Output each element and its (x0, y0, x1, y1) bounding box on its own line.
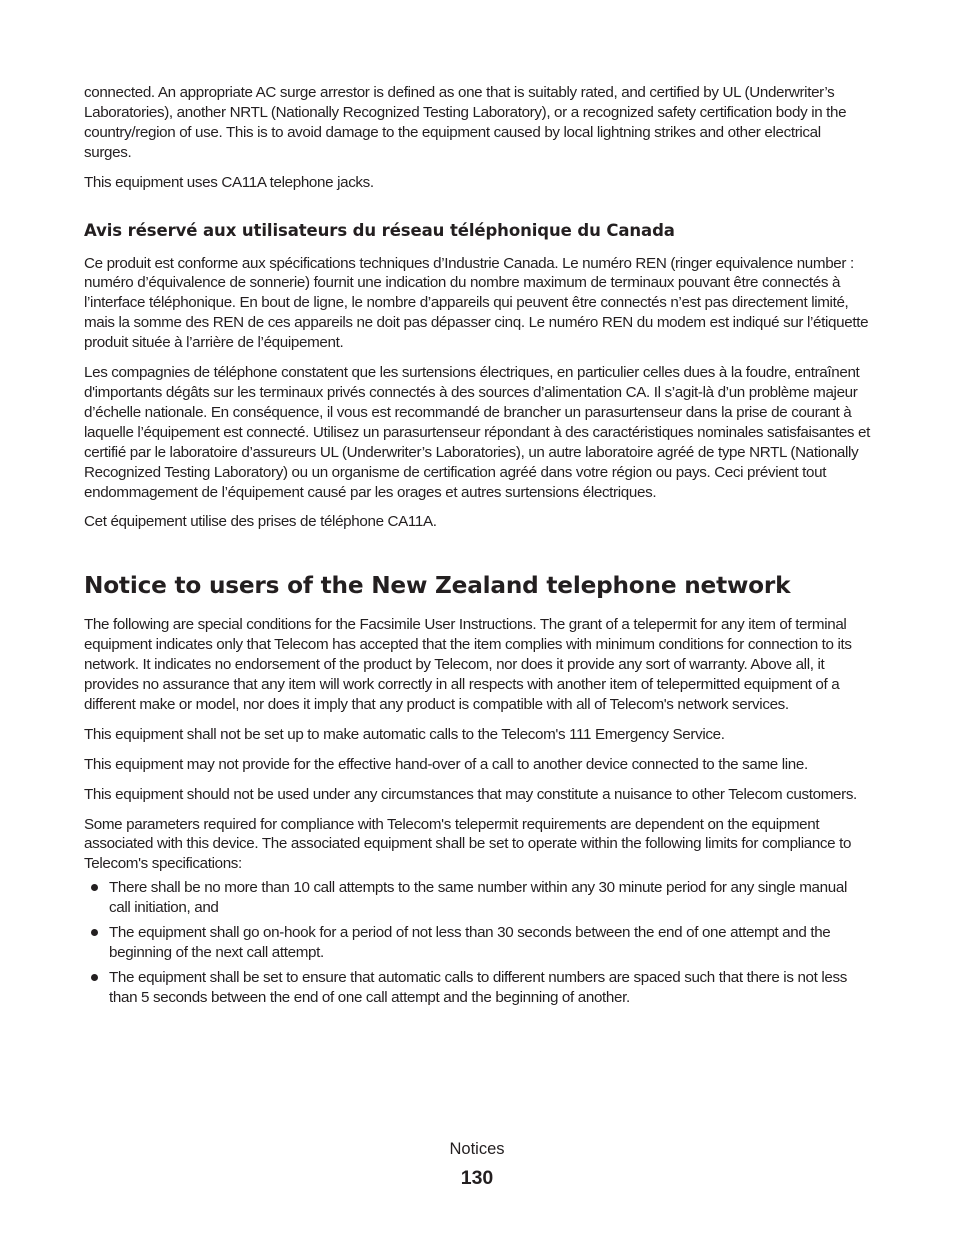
footer-section-name: Notices (449, 1140, 505, 1158)
canada-french-paragraph-1: Ce produit est conforme aux spécifications techniques d’Industrie Canada. Le numéro REN (ringer equivalence number : numéro d’équivalence de sonnerie) fournit une indication du nombre maximum de terminaux pouvant être connectés à l’interface téléphonique. En bout de ligne, le nombre d’appareils qui peuvent être connectés n’est pas directement limité, mais la somme des REN de ces appareils ne doit pas dépasser cinq. Le numéro REN du modem est indiqué sur l’étiquette produit située à l’arrière de l’équipement. (84, 254, 869, 352)
canada-french-paragraph-2: Les compagnies de téléphone constatent que les surtensions électriques, en particulier celles dues à la foudre, entraînent d'importants dégâts sur les terminaux privés connectés à des sources d’alimentation CA. Il s’agit-là d’un problème majeur d’échelle nationale. En conséquence, il vous est recommandé de brancher un parasurtenseur dans la prise de courant à laquelle l’équipement est connecté. Utilisez un parasurtenseur répondant à des caractéristiques nominales satisfaisantes et certifié par le laboratoire d’assureurs UL (Underwriter’s Laboratories), un autre laboratoire agréé de type NRTL (Nationally Recognized Testing Laboratory) ou un organisme de certification agréé dans votre région ou pays. Ceci prévient tout endommagement de l’équipement causé par les orages et autres surtensions électriques. (84, 364, 870, 501)
bullet-icon (91, 884, 98, 891)
bullet-icon (91, 929, 98, 936)
nz-section-heading: Notice to users of the New Zealand telephone network (84, 572, 791, 600)
nz-paragraph-3: This equipment may not provide for the effective hand-over of a call to another device connected to the same line. (84, 755, 808, 773)
nz-paragraph-4: This equipment should not be used under any circumstances that may constitute a nuisance to other Telecom customers. (84, 785, 857, 803)
list-item-text: The equipment shall go on-hook for a period of not less than 30 seconds between the end of one attempt and the beginning of the next call attempt. (109, 924, 831, 961)
list-item-text: There shall be no more than 10 call attempts to the same number within any 30 minute period for any single manual call initiation, and (109, 879, 847, 917)
bullet-icon (91, 974, 98, 981)
canada-french-heading: Avis réservé aux utilisateurs du réseau téléphonique du Canada (84, 220, 675, 240)
page-content (84, 83, 872, 1013)
list-item (84, 878, 872, 918)
nz-paragraph-5: Some parameters required for compliance with Telecom's telepermit requirements are dependent on the equipment associated with this device. The associated equipment shall be set to operate within the following limits for compliance to Telecom's specifications: (84, 815, 852, 873)
ca-jack-paragraph: This equipment uses CA11A telephone jacks. (84, 173, 374, 191)
list-item (84, 968, 872, 1008)
nz-paragraph-2: This equipment shall not be set up to make automatic calls to the Telecom's 111 Emergency Service. (84, 725, 725, 743)
list-item (84, 923, 872, 963)
list-item-text: The equipment shall be set to ensure that automatic calls to different numbers are spaced such that there is not less than 5 seconds between the end of one call attempt and the beginning of another. (109, 968, 847, 1006)
page-number: 130 (460, 1167, 494, 1189)
nz-requirements-list (84, 878, 872, 1007)
ca-continuation-paragraph: connected. An appropriate AC surge arrestor is defined as one that is suitably rated, and certified by UL (Underwriter’s Laboratories), another NRTL (Nationally Recognized Testing Laboratory), or a recognized safety certification body in the country/region of use. This is to avoid damage to the equipment caused by local lightning strikes and other electrical surges. (84, 84, 847, 161)
nz-paragraph-1: The following are special conditions for the Facsimile User Instructions. The grant of a telepermit for any item of terminal equipment indicates only that Telecom has accepted that the item complies with minimum conditions for connection to its network. It indicates no endorsement of the product by Telecom, nor does it provide any sort of warranty. Above all, it provides no assurance that any item will work correctly in all respects with another item of telepermitted equipment of a different make or model, nor does it imply that any product is compatible with all of Telecom's network services. (84, 616, 852, 713)
canada-french-paragraph-3: Cet équipement utilise des prises de téléphone CA11A. (84, 513, 437, 531)
